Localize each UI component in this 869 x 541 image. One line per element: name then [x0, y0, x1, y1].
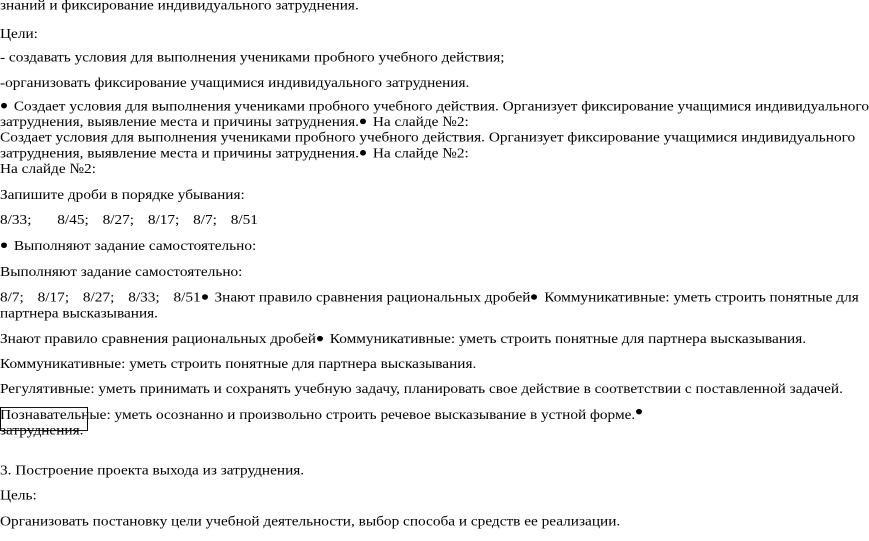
text-line: [0, 407, 645, 423]
text-span: Выполняют задание самостоятельно:: [13, 237, 257, 254]
bullet-icon: [636, 409, 642, 415]
text-span: Коммуникативные: уметь строить понятные для: [544, 289, 859, 306]
text-line: Выполняют задание самостоятельно:: [0, 263, 243, 280]
bullet-icon: [317, 336, 323, 342]
bullet-icon: [202, 295, 208, 301]
fraction: 8/27;: [102, 211, 135, 228]
section-heading: 3. Построение проекта выхода из затруднения.: [0, 462, 305, 479]
fraction: 8/33;: [0, 211, 32, 228]
bullet-icon: [1, 243, 7, 249]
bullet-icon: [360, 150, 366, 156]
text-line: На слайде №2:: [0, 161, 96, 177]
text-line: Организовать постановку цели учебной деятельности, выбор способа и средств ее реализации.: [0, 513, 621, 529]
answer-line: [0, 290, 859, 306]
task-prompt: Запишите дроби в порядке убывания:: [0, 187, 245, 203]
text-span: затруднения, выявление места и причины затруднения.: [0, 145, 359, 162]
text-span: На слайде №2:: [372, 114, 469, 130]
text-span: затруднения, выявление места и причины затруднения.: [0, 114, 359, 130]
goal-item: - создавать условия для выполнения учениками пробного учебного действия;: [0, 49, 505, 66]
goals-heading: Цели:: [0, 26, 38, 42]
text-line: [0, 238, 256, 254]
fraction: 8/33;: [128, 289, 160, 306]
text-line: Создает условия для выполнения учениками пробного учебного действия. Организует фиксирование учащимися индивидуального: [0, 129, 856, 146]
text-line: Коммуникативные: уметь строить понятные для партнера высказывания.: [0, 356, 477, 372]
text-span: Знают правило сравнения рациональных дробей: [214, 289, 531, 306]
fraction: 8/51: [173, 289, 201, 306]
text-span: Знают правило сравнения рациональных дробей: [0, 331, 316, 347]
text-span: Создает условия для выполнения учениками пробного учебного действия. Организует фиксирование учащимися индивидуального: [13, 98, 869, 115]
fraction: 8/17;: [147, 211, 180, 228]
text-line: [0, 145, 469, 161]
fraction: 8/7;: [193, 211, 217, 228]
text-line: [0, 331, 806, 347]
fraction: 8/7;: [0, 289, 24, 306]
text-line: партнера высказывания.: [0, 305, 158, 322]
text-line: [0, 114, 469, 130]
bullet-icon: [1, 103, 7, 109]
text-line: знаний и фиксирование индивидуального затруднения.: [0, 0, 359, 14]
text-span: Познавательные: уметь осознанно и произвольно строить речевое высказывание в устной форме.: [0, 406, 636, 423]
text-span: На слайде №2:: [372, 145, 469, 162]
goal-item: -организовать фиксирование учащимися индивидуального затруднения.: [0, 75, 470, 91]
text-line: [0, 98, 869, 114]
text-line: затруднения.: [0, 422, 84, 439]
bullet-icon: [360, 119, 366, 125]
fraction: 8/17;: [37, 289, 70, 306]
goal-heading: Цель:: [0, 487, 37, 504]
fraction: 8/51: [230, 211, 258, 228]
bullet-icon: [531, 295, 537, 301]
text-line: Регулятивные: уметь принимать и сохранять учебную задачу, планировать свое действие в соответствии с поставленной задачей.: [0, 381, 843, 397]
fractions-list: [0, 212, 258, 228]
text-span: Коммуникативные: уметь строить понятные для партнера высказывания.: [329, 331, 807, 347]
fraction: 8/45;: [57, 211, 89, 228]
fraction: 8/27;: [82, 289, 115, 306]
empty-box: [0, 407, 88, 431]
